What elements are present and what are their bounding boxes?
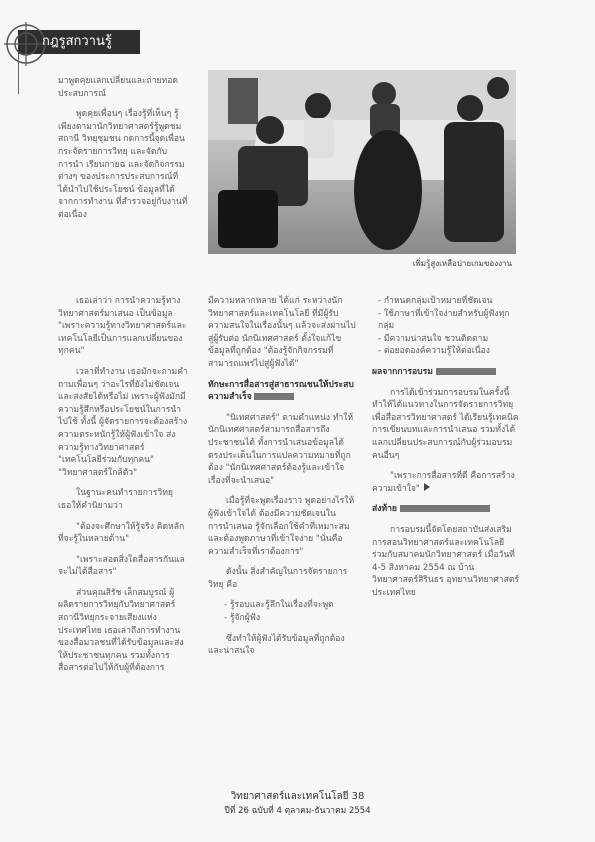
quote: "เพราะการสื่อสารที่ดี คือการสร้างความเข้าใจ" [372, 471, 515, 494]
paragraph: มีความหลากหลาย ได้แก่ ระหว่างนักวิทยาศาสตร์และเทคโนโลยี ที่มีผู้รับความสนใจในเรื่องนั้นๆ แล้วจะส่งผ่านไปสู่ผู้รับต่อ นักนิเทศศาสตร์ ตั้งใจแก้ไขข้อมูลที่ถูกต้อง "ต้องรู้จักกิจกรรมที่สามารถแพร่ไปสู่ผู้ฟังได้" [208, 296, 356, 369]
paragraph: ในฐานะคนทำรายการวิทยุ เธอให้คำนิยามว่า [58, 488, 173, 511]
paragraph: ซึ่งทำให้ผู้ฟังได้รับข้อมูลที่ถูกต้องและน่าสนใจ [208, 633, 345, 657]
subheading: ส่งท้าย [372, 503, 520, 516]
list-item: - มีความน่าสนใจ ชวนติดตาม [378, 333, 489, 344]
subheading-bar [254, 393, 294, 400]
paragraph: ดังนั้น สิ่งสำคัญในการจัดรายการวิทยุ คือ [208, 567, 348, 590]
list-item: - ต่อยอดองค์ความรู้ให้ต่อเนื่อง [378, 346, 490, 357]
subheading: ผลจากการอบรม [372, 366, 520, 379]
quote: "ต้องจะศึกษาให้รู้จริง คิดหลักที่จะรู้ในหลายด้าน" [58, 521, 185, 545]
list-item: - รู้จักผู้ฟัง [224, 613, 261, 624]
paragraph: เมื่อรู้ที่จะพูดเรื่องราว พูดอย่างไรให้ผู้ฟังเข้าใจได้ ต้องมีความชัดเจนในการนำเสนอ รู้จักเลือกใช้คำที่เหมาะสม และต้องพูดภาษาที่เข้าใจง่าย "นั่นคือความสำเร็จที่เราต้องการ" [208, 496, 355, 557]
paragraph: การอบรมนี้จัดโดยสถาบันส่งเสริมการสอนวิทยาศาสตร์และเทคโนโลยี ร่วมกับสมาคมนักวิทยาศาสตร์ เมื่อวันที่ 4-5 สิงหาคม 2554 ณ บ้านวิทยาศาสตร์สิรินธร อุทยานวิทยาศาสตร์ประเทศไทย [372, 524, 520, 598]
paragraph: "นิเทศศาสตร์" ตามตำแหน่ง ทำให้นักนิเทศศาสตร์สามารถสื่อสารถึงประชาชนได้ ทั้งการนำเสนอข้อมูลได้ตรงประเด็นในการแปลความหมายที่ถูกต้อง "นักนิเทศศาสตร์ต้องรู้และเข้าใจเรื่องที่จะนำเสนอ" [208, 412, 354, 486]
paragraph: พูดคุยเพื่อนๆ เรื่องรู้ที่เห็นๆ รู้เพียงตามานักวิทยาศาสตร์รู้พูดชม สถานี วิทยุชุมชน กดการนี้จุดเพื่อนกระจัดรายการวิทยุ และจัดกับการนำ เรียนกายฉ และจัดกิจกรรมต่างๆ ของประการประสบการณ์ที่ได้นำไปใช้ประโยชน์ ข้อมูลที่ได้จากการทำงาน ที่สำรวจอยู่กับงานที่ต่อเนื่อง [58, 109, 188, 220]
paragraph: มาพูดคุยแลกเปลี่ยนและถ่ายทอดประสบการณ์ [58, 76, 178, 99]
subheading-bar [400, 505, 490, 512]
footer-publication: วิทยาศาสตร์และเทคโนโลยี 38 [230, 791, 365, 802]
paragraph: การได้เข้าร่วมการอบรมในครั้งนี้ ทำให้ได้แนวทางในการจัดรายการวิทยุเพื่อสื่อสารวิทยาศาสตร์ ได้เรียนรู้เทคนิคการเขียนบทและการนำเสนอ รวมทั้งได้แลกเปลี่ยนประสบการณ์กับผู้ร่วมอบรมคนอื่นๆ [372, 387, 519, 461]
column-1-top [58, 75, 188, 230]
header-rule-vertical [18, 54, 19, 94]
quote: "เพราะสอดสิ่งใดสื่อสารกันแลจะไม่ได้สื่อสาร" [58, 554, 185, 578]
paragraph: เธอเล่าว่า การนำความรู้ทางวิทยาศาสตร์มาเสนอ เป็นข้อมูล "เพราะความรู้ทางวิทยาศาสตร์และเทคโนโลยีเป็นการแลกเปลี่ยนของทุกคน" [58, 296, 187, 357]
section-title: กฎรูสกวานรู้ [42, 34, 112, 49]
bullet-list [224, 599, 358, 624]
photo-scene [208, 70, 516, 254]
footer-issue: ปีที่ 26 ฉบับที่ 4 ตุลาคม-ธันวาคม 2554 [224, 806, 371, 816]
column-3 [372, 295, 520, 607]
arrow-icon [424, 483, 430, 491]
paragraph: ส่วนคุณสิรัช เล็กสมบูรณ์ ผู้ผลิตรายการวิทยุกับวิทยาศาสตร์ สถานีวิทยุกระจายเสียงแห่งประเทศไทย เธอเล่าถึงการทำงานของสื่อมวลชนที่ได้รับข้อมูลและส่งให้ประชาชนทุกคน รวมทั้งการสื่อสารต่อไปให้กับผู้ที่ต้องการ [58, 587, 184, 674]
list-item: - ใช้ภาษาที่เข้าใจง่ายสำหรับผู้ฟังทุกกลุ่ม [378, 308, 510, 332]
bullet-list [378, 295, 520, 358]
column-2 [208, 295, 358, 666]
paragraph: เวลาที่ทำงาน เธอมักจะถามคำถามเพื่อนๆ ว่าอะไรที่ยังไม่ชัดเจน และสงสัยได้หรือไม่ เพราะผู้ฟังมักมีความรู้สึกหรือประโยชน์ในการนำไปใช้ ทั้งนี้ ผู้จัดรายการจะต้องสร้างความตระหนักรู้ให้ผู้ฟังเข้าใจ ส่งความรู้ทางวิทยาศาสตร์ "เทคโนโลยีร่วมกับทุกคน" "วิทยาศาสตร์ใกล้ตัว" [58, 366, 188, 478]
list-item: - กำหนดกลุ่มเป้าหมายที่ชัดเจน [378, 296, 493, 306]
photo-caption: เพิ่มรู้สูงเหลือบ่ายเกมของงาน [412, 259, 512, 268]
column-1-bottom [58, 295, 188, 683]
subheading: ทักษะการสื่อสารสู่สาธารณชนให้ประสบความสำเร็จ [208, 379, 354, 403]
subheading-bar [436, 368, 496, 375]
list-item: - รู้รอบและรู้ลึกในเรื่องที่จะพูด [224, 600, 334, 611]
photo-discussion [208, 70, 516, 254]
